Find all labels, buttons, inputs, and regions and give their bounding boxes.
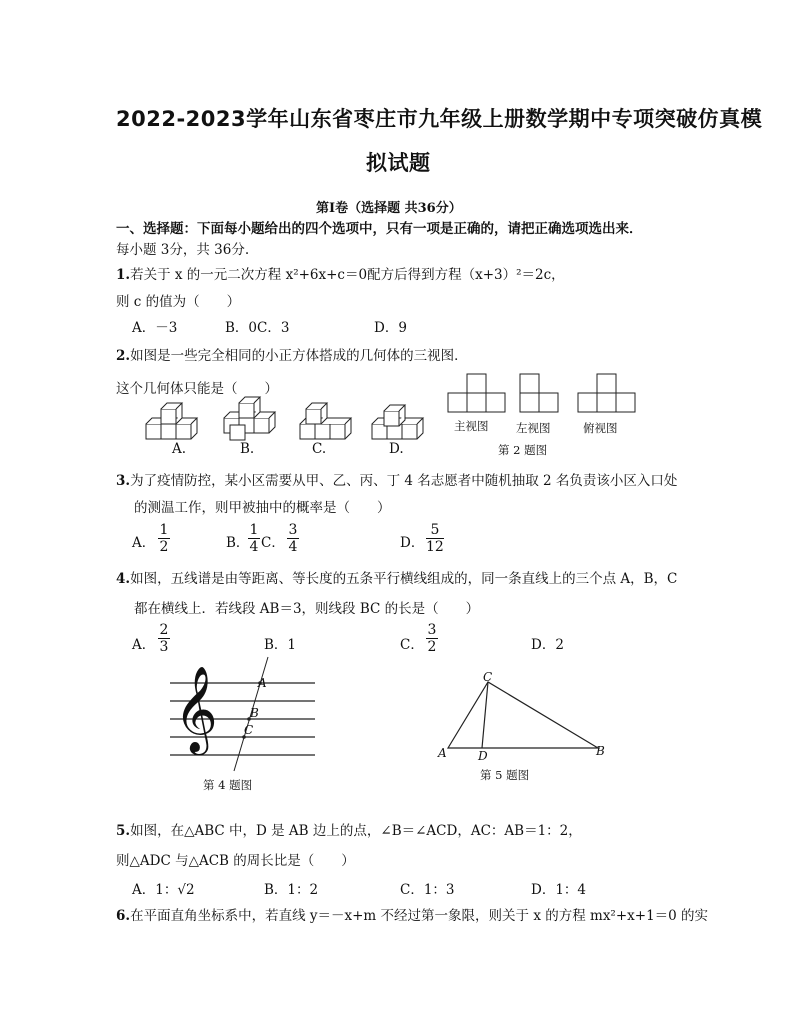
section-heading: 一、选择题：下面每小题给出的四个选项中，只有一项是正确的，请把正确选项选出来． (116, 221, 643, 237)
question-3-line2: 的测温工作，则甲被抽中的概率是（ ） (134, 500, 391, 516)
page-title-line2: 拟试题 (366, 151, 431, 175)
cube-figure-d (372, 405, 423, 439)
question-6 (116, 904, 708, 924)
section-note: 每小题 3分，共 36分. (116, 242, 250, 258)
main-view-label: 主视图 (454, 419, 489, 433)
figure-caption: 第 5 题图 (480, 768, 530, 782)
fraction-d: 5 12 (426, 522, 444, 555)
question-text: 若关于 x 的一元二次方程 x²+6x+c＝0配方后得到方程（x+3）²＝2c， (130, 267, 565, 283)
point-a-label: A (438, 746, 447, 760)
part-heading: 第Ⅰ卷（选择题 共36分） (316, 201, 462, 216)
question-1 (116, 263, 565, 283)
option-a[interactable]: A．1：√2 (132, 882, 195, 898)
point-b-label: B (250, 706, 259, 720)
fraction-a: 2 3 (159, 622, 169, 655)
point-b-label: B (596, 744, 605, 758)
question-text: 如图，五线谱是由等距离、等长度的五条平行横线组成的，同一条直线上的三个点 A，B，C (130, 571, 678, 587)
question-number: 5. (116, 823, 131, 839)
option-c[interactable]: C．1：3 (400, 882, 455, 898)
question-4-line2: 都在横线上．若线段 AB＝3，则线段 BC 的长是（ ） (134, 601, 480, 617)
question-number: 2. (116, 348, 131, 364)
question-text: 在平面直角坐标系中，若直线 y＝－x+m 不经过第一象限，则关于 x 的方程 mx²+x+1＝0 的实 (130, 908, 709, 924)
question-2 (116, 344, 468, 364)
option-b[interactable]: B．1 (264, 637, 297, 653)
option-a[interactable]: A． (132, 637, 156, 653)
figure-caption: 第 2 题图 (498, 443, 548, 457)
question-3 (116, 469, 677, 489)
fraction-b: 1 4 (249, 522, 259, 555)
option-b[interactable]: B．1：2 (264, 882, 319, 898)
question-number: 4. (116, 571, 131, 587)
option-b[interactable]: B． (226, 535, 250, 551)
figure-caption: 第 4 题图 (203, 778, 253, 792)
triangle-figure (440, 670, 610, 760)
question-1-line2: 则 c 的值为（ ） (116, 294, 241, 310)
fraction-a: 1 2 (159, 522, 169, 555)
point-c-label: C (483, 670, 493, 684)
option-d[interactable]: D． (400, 535, 425, 551)
choice-b[interactable]: B. (240, 441, 255, 457)
question-2-line2: 这个几何体只能是（ ） (116, 381, 278, 397)
question-5 (116, 819, 582, 839)
question-5-line2: 则△ADC 与△ACB 的周长比是（ ） (116, 853, 355, 869)
question-text: 如图，在△ABC 中，D 是 AB 边上的点，∠B＝∠ACD，AC：AB＝1：2， (130, 823, 582, 839)
choice-c[interactable]: C. (312, 441, 327, 457)
question-number: 6. (116, 908, 131, 924)
cube-figure-a (146, 403, 197, 439)
choice-d[interactable]: D. (389, 441, 404, 457)
left-view-label: 左视图 (516, 421, 551, 435)
question-text: 为了疫情防控，某小区需要从甲、乙、丙、丁 4 名志愿者中随机抽取 2 名负责该小区入口处 (130, 473, 678, 489)
sqrt-value: √2 (177, 882, 195, 898)
option-d[interactable]: D．2 (531, 637, 564, 653)
cube-figure-b (224, 397, 275, 440)
question-number: 3. (116, 473, 131, 489)
option-c[interactable]: C． (400, 637, 424, 653)
question-number: 1. (116, 267, 131, 283)
point-c-label: C (244, 723, 254, 737)
three-views (448, 372, 638, 417)
point-d-label: D (478, 749, 488, 763)
option-d[interactable]: D．1：4 (531, 882, 587, 898)
choice-a[interactable]: A. (172, 441, 187, 457)
cube-figure-c (300, 403, 351, 439)
option-d[interactable]: D．9 (374, 320, 407, 336)
question-text: 如图是一些完全相同的小正方体搭成的几何体的三视图． (130, 348, 468, 364)
question-4 (116, 567, 677, 587)
top-view-label: 俯视图 (583, 421, 618, 435)
option-b[interactable]: B．0C．3 (225, 320, 290, 336)
fraction-c: 3 2 (427, 622, 437, 655)
treble-clef-icon: 𝄞 (174, 666, 218, 752)
page-title: 2022-2023学年山东省枣庄市九年级上册数学期中专项突破仿真模 (116, 107, 763, 131)
point-a-label: A (258, 676, 267, 690)
option-c[interactable]: C． (261, 535, 285, 551)
option-a[interactable]: A． (132, 535, 156, 551)
option-a[interactable]: A．－3 (132, 320, 178, 336)
cube-figures (140, 398, 420, 443)
fraction-c: 3 4 (288, 522, 298, 555)
